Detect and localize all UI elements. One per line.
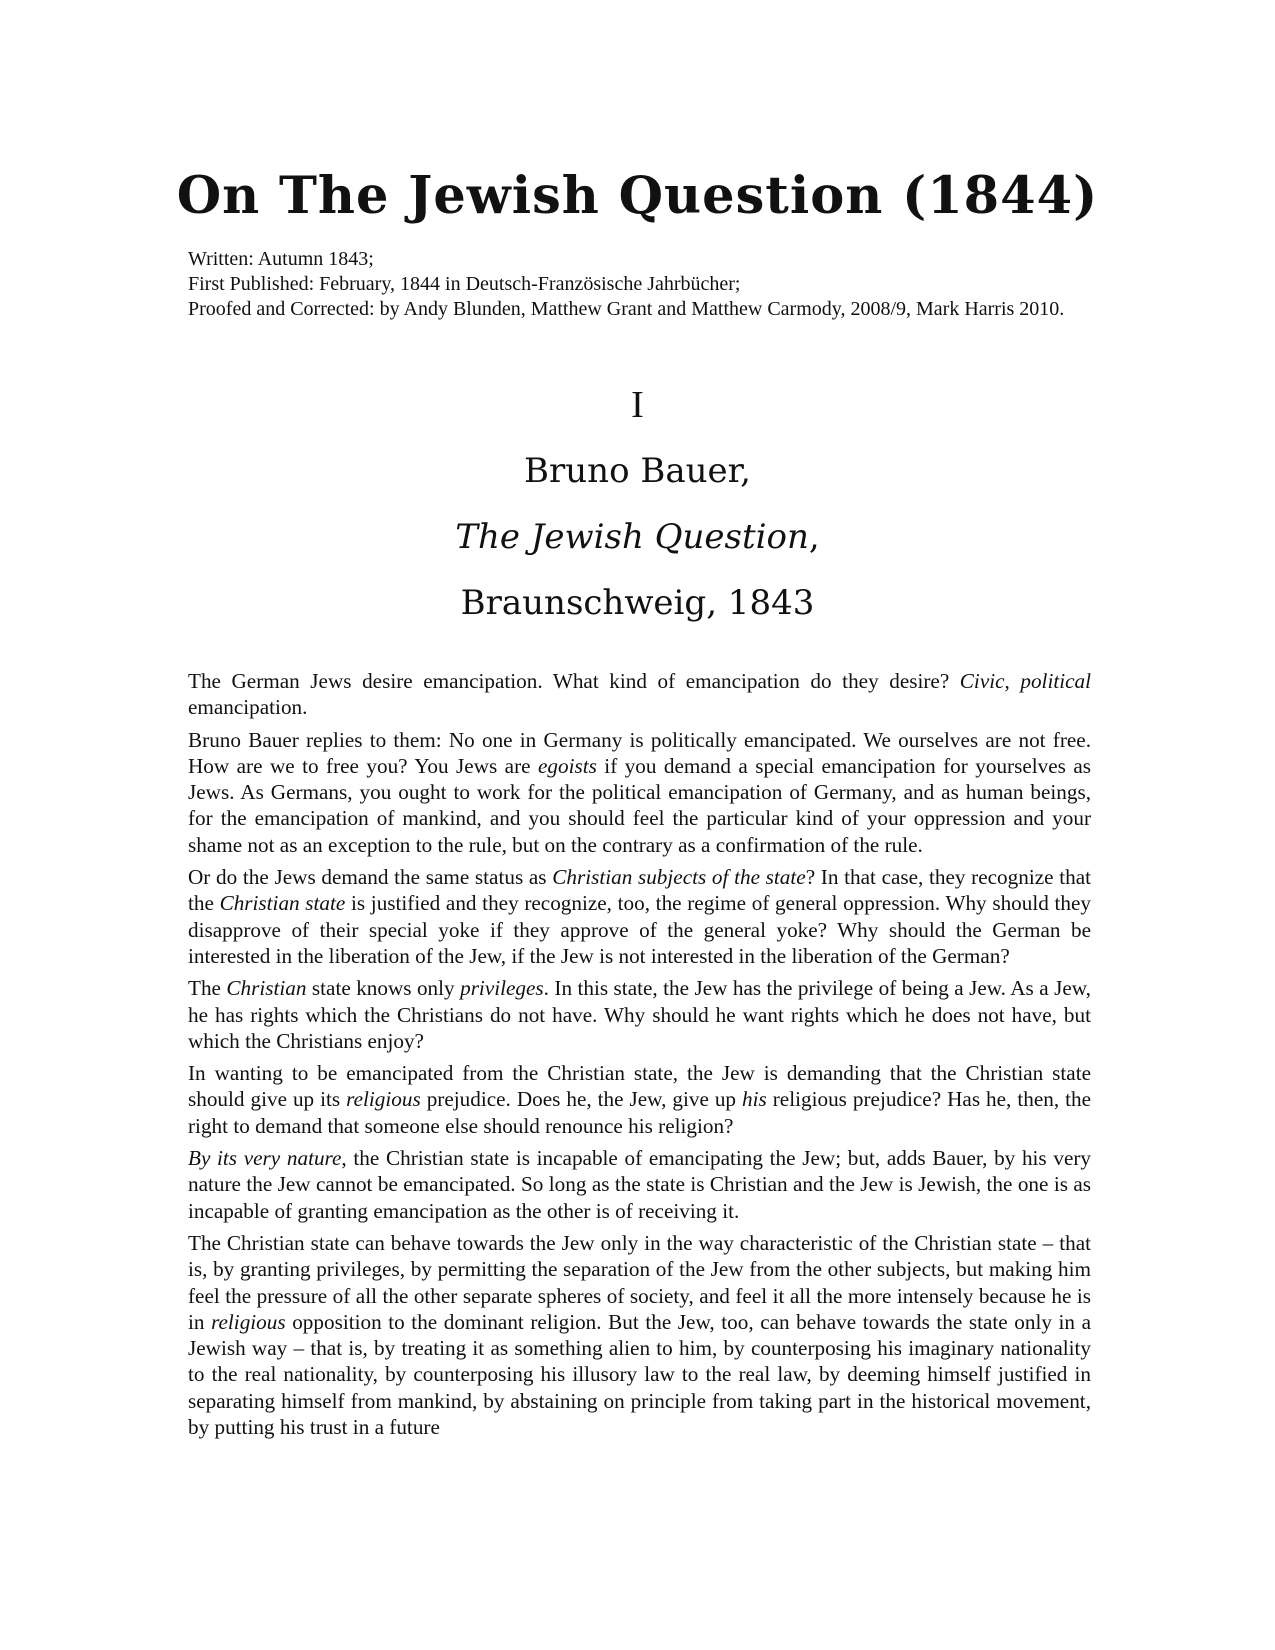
emphasis-text: privileges bbox=[460, 976, 544, 1001]
meta-written: Written: Autumn 1843; bbox=[188, 248, 374, 270]
paragraph-text: prejudice. Does he, the Jew, give up bbox=[420, 1087, 743, 1112]
body-paragraph bbox=[188, 727, 1091, 858]
body-paragraph bbox=[188, 864, 1091, 969]
publication-info bbox=[188, 247, 1088, 322]
paragraph-text: The Christian state can behave towards the Jew only in the way characteristic of the Christian state – that is, by granting privileges, by permitting the separation of the Jew from the other subjects, but making him feel the pressure of all the other separate spheres of society, and feel it all the more intensely because he is in bbox=[188, 1230, 1091, 1334]
paragraph-text: ? In that case, they recognize that the bbox=[188, 865, 1091, 916]
meta-first-published: First Published: February, 1844 in Deutsch-Französische Jahrbücher; bbox=[188, 273, 741, 295]
section-heading bbox=[0, 372, 1275, 636]
paragraph-text: opposition to the dominant religion. But the Jew, too, can behave towards the state only in a Jewish way – that is, by treating it as something alien to him, by counterposing his imaginary nationality to the real nationality, by counterposing his illusory law to the real law, by deeming himself justified in separating himself from mankind, by abstaining on principle from taking part in the historical movement, by putting his trust in a future bbox=[188, 1309, 1091, 1440]
body-text bbox=[188, 668, 1091, 1446]
emphasis-text: egoists bbox=[538, 753, 597, 778]
paragraph-text: The bbox=[188, 976, 227, 1001]
paragraph-text: , the Christian state is incapable of emancipating the Jew; but, adds Bauer, by his very nature the Jew cannot be emancipated. So long as the state is Christian and the Jew is Jewish, the one is as incapable of granting emancipation as the other is of receiving it. bbox=[188, 1146, 1091, 1223]
emphasis-text: Civic, political bbox=[959, 669, 1091, 693]
section-author: Bruno Bauer, bbox=[524, 451, 751, 491]
paragraph-text: The German Jews desire emancipation. What kind of emancipation do they desire? bbox=[188, 669, 960, 693]
emphasis-text: By its very nature bbox=[188, 1146, 342, 1171]
emphasis-text: Christian bbox=[226, 976, 307, 1001]
meta-proofed: Proofed and Corrected: by Andy Blunden, Matthew Grant and Matthew Carmody, 2008/9, Mark Harris 2010. bbox=[188, 298, 1065, 320]
emphasis-text: Christian state bbox=[219, 891, 346, 916]
paragraph-text: if you demand a special emancipation for yourselves as Jews. As Germans, you ought to work for the political emancipation of Germany, and as human beings, for the emancipation of mankind, and you should feel the particular kind of your oppression and your shame not as an exception to the rule, but on the contrary as a confirmation of the rule. bbox=[188, 753, 1091, 857]
section-book-line bbox=[0, 504, 1275, 570]
section-numeral: I bbox=[631, 384, 644, 426]
paragraph-text: . In this state, the Jew has the privilege of being a Jew. As a Jew, he has rights which the Christians do not have. Why should he want rights which he does not have, but which the Christians enjoy? bbox=[188, 976, 1091, 1053]
emphasis-text: his bbox=[742, 1087, 767, 1112]
body-paragraph bbox=[188, 975, 1091, 1054]
paragraph-text: emancipation. bbox=[188, 695, 308, 720]
paragraph-text: state knows only bbox=[306, 976, 461, 1001]
page-title: On The Jewish Question (1844) bbox=[176, 166, 1099, 226]
emphasis-text: religious bbox=[211, 1309, 286, 1334]
paragraph-text: In wanting to be emancipated from the Christian state, the Jew is demanding that the Christian state should give up its bbox=[188, 1061, 1091, 1112]
emphasis-text: Christian subjects of the state bbox=[552, 865, 806, 890]
body-paragraph bbox=[188, 1145, 1091, 1224]
body-paragraph bbox=[188, 1060, 1091, 1139]
emphasis-text: religious bbox=[346, 1087, 421, 1112]
body-paragraph bbox=[188, 1230, 1091, 1440]
section-book-title-suffix: , bbox=[808, 517, 820, 557]
section-place-year: Braunschweig, 1843 bbox=[460, 583, 815, 623]
paragraph-text: religious prejudice? Has he, then, the right to demand that someone else should renounce his religion? bbox=[188, 1087, 1091, 1138]
paragraph-text: Or do the Jews demand the same status as bbox=[188, 865, 553, 890]
paragraph-text: Bruno Bauer replies to them: No one in Germany is politically emancipated. We ourselves are not free. How are we to free you? You Jews are bbox=[188, 727, 1091, 778]
body-paragraph bbox=[188, 668, 1091, 721]
paragraph-text: is justified and they recognize, too, the regime of general oppression. Why should they disapprove of their special yoke if they approve of the general yoke? Why should the German be interested in the liberation of the Jew, if the Jew is not interested in the liberation of the German? bbox=[188, 891, 1091, 968]
section-book-title: The Jewish Question bbox=[455, 517, 809, 557]
